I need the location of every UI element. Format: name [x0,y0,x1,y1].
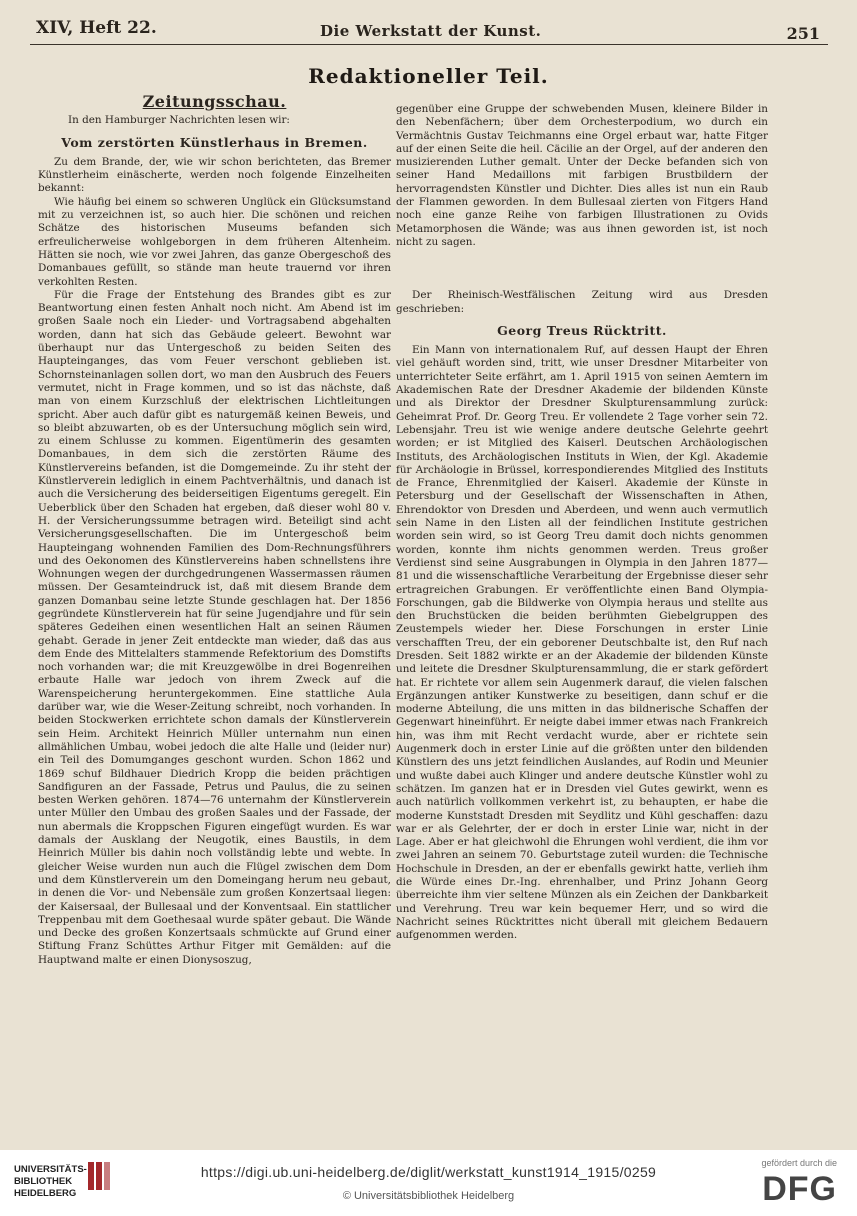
article-title: Vom zerstörten Künstlerhaus in Bremen. [61,134,368,150]
viewer-footer [0,1150,857,1216]
paragraph: Zu dem Brande, der, wie wir schon berichteten, das Bremer Künstlerheim einäscherte, werden noch folgende Einzelheiten bekannt: [38,155,391,195]
library-logo-text[interactable]: UNIVERSITÄTS- BIBLIOTHEK HEIDELBERG [14,1164,87,1199]
paragraph: Wie häufig bei einem so schweren Unglück ein Glücksumstand mit zu verzeichnen ist, so auch hier. Die schönen und reichen Schätze des historischen Museums befanden sich erfreulicherweise wohlgeborgen in dem früheren Altenheim. Hätten sie noch, wie vor zwei Jahren, das ganze Obergeschoß des Domanbaues gefüllt, so stände man heute trauernd vor ihren verkohlten Resten. [38,195,391,288]
running-header [30,14,828,45]
journal-title: Die Werkstatt der Kunst. [320,22,542,40]
paragraph: Ein Mann von internationalem Ruf, auf dessen Haupt der Ehren viel gehäuft worden sind, tritt, wie unser Dresdner Mitarbeiter von unterrichteter Seite erfährt, am 1. April 1915 von seinen Aemtern im Akademischen Rate der Dresdner Akademie der bildenden Künste und als Direktor der Dresdner Skulpturensammlung zurück: Geheimrat Prof. Dr. Georg Treu. Er vollendete 2 Tage vorher sein 72. Lebensjahr. Treu ist wie wenige andere deutsche Gelehrte geehrt worden; er ist Mitglied des Kaiserl. Deutschen Archäologischen Instituts, des Archäologischen Instituts in Wien, der Kgl. Akademie für Archäologie in Brüssel, korrespondierendes Mitglied des Instituts de France, Ehrenmitglied der Kaiserl. Akademie der Künste in Petersburg und der Gesellschaft der Wissenschaften in Athen, Ehrendoktor von Dresden und Aberdeen, und wenn auch vermutlich sein Name in den Listen all der feindlichen Institute gestrichen worden sein wird, so ist Georg Treu damit doch nichts genommen worden, konnte ihm nichts genommen werden. Treus großer Verdienst sind seine Ausgrabungen in Olympia in den Jahren 1877—81 und die wissenschaftliche Verarbeitung der Ergebnisse dieser sehr ertragreichen Grabungen. Er veröffentlichte einen Band Olympia-Forschungen, gab die Bildwerke von Olympia heraus und stellte aus den Bruchstücken die beiden berühmten Giebelgruppen des Zeustempels wieder her. Diese Forschungen in erster Linie verschafften Treu, der ein geborener Deutschbalte ist, den Ruf nach Dresden. Seit 1882 wirkte er an der Akademie der bildenden Künste und leitete die Dresdner Skulpturensammlung, die er stark gefördert hat. Er richtete vor allem sein Augenmerk darauf, die vielen falschen Ergänzungen antiker Kunstwerke zu beseitigen, dann schuf er die moderne Abteilung, die uns mitten in das bildnerische Schaffen der Gegenwart hineinführt. Er neigte dabei immer etwas nach Frankreich hin, was ihm mit Recht verdacht wurde, aber er richtete sein Augenmerk doch in erster Linie auf die größten unter den bildenden Künstlern des uns jetzt feindlichen Auslandes, auf Rodin und Meunier und wußte dabei auch Klinger und andere deutsche Künstler wohl zu schätzen. Im ganzen hat er in Dresden viel Gutes gewirkt, wenn es auch natürlich vollkommen verkehrt ist, zu behaupten, er habe die moderne Kunststadt Dresden mit Seydlitz und Kühl geschaffen: dazu war er als Gelehrter, der er doch in erster Linie war, nicht in der Lage. Aber er hat gleichwohl die Ehrungen wohl verdient, die ihm vor zwei Jahren an seinem 70. Geburtstage zuteil wurden: die Technische Hochschule in Dresden, an der er ebenfalls gewirkt hatte, verlieh ihm die Würde eines Dr.-Ing. ehrenhalber, und Prinz Johann Georg überreichte ihm vier seltene Münzen als ein Zeichen der Dankbarkeit und Verehrung. Treu war kein bequemer Herr, und so wird die Nachricht seines Rücktrittes nicht überall mit gleichem Bedauern aufgenommen werden. [396,344,768,942]
column-heading: Zeitungsschau. [142,92,287,111]
page-number: 251 [786,24,820,43]
article-title: Georg Treus Rücktritt. [497,322,667,338]
copyright-notice: © Universitätsbibliothek Heidelberg [342,1190,515,1202]
intro-line: In den Hamburger Nachrichten lesen wir: [68,114,290,127]
section-title: Redaktioneller Teil. [308,64,549,88]
left-column [38,92,391,967]
permalink-url[interactable]: https://digi.ub.uni-heidelberg.de/diglit/werkstatt_kunst1914_1915/0259 [200,1164,657,1180]
source-line: Der Rheinisch-Westfälischen Zeitung wird aus Dresden geschrieben: [396,289,768,315]
dfg-logo[interactable]: DFG [762,1170,837,1208]
right-column [396,103,768,943]
issue-number: XIV, Heft 22. [36,18,157,38]
funding-note: gefördert durch die [761,1158,837,1168]
continued-paragraph: gegenüber eine Gruppe der schwebenden Musen, kleinere Bilder in den Nebenfächern; über dem Orchesterpodium, wo durch ein Vermächtnis Gustav Teichmanns eine Orgel erbaut war, hatte Fitger auf der einen Seite die heil. Cäcilie an der Orgel, auf der anderen den musizierenden Luther gemalt. Unter der Decke befanden sich von seiner Hand Medaillons mit farbigen Brustbildern der hervorragendsten Künstler und Dichter. Dies alles ist nun ein Raub der Flammen geworden. In dem Bullesaal zierten von Fitgers Hand noch eine ganze Reihe von farbigen Illustrationen zu Ovids Metamorphosen die Wände; was aus ihnen geworden ist, ist noch nicht zu sagen. [396,103,768,248]
paragraph: Für die Frage der Entstehung des Brandes gibt es zur Beantwortung einen festen Anhalt noch nicht. Am Abend ist im großen Saale noch ein Lieder- und Vortragsabend abgehalten worden, dann hat sich das Gebäude geleert. Bewohnt war überhaupt nur das Untergeschoß zu beiden Seiten des Haupteinganges, das vom Feuer verschont geblieben ist. Schornsteinanlagen sollen dort, wo man den Ausbruch des Feuers vermutet, nicht in Frage kommen, und so ist das nächste, daß man von einem Kurzschluß der elektrischen Lichtleitungen spricht. Aber auch dafür gibt es naturgemäß keinen Beweis, und so bleibt abzuwarten, ob es der Untersuchung möglich sein wird, zu einem Schlusse zu kommen. Eigentümerin des gesamten Domanbaues, in dem sich die zerstörten Räume des Künstlervereins befanden, ist die Domgemeinde. Zu ihr steht der Künstlerverein lediglich in einem Pachtverhältnis, und danach ist auch die Versicherung des beiderseitigen Eigentums geregelt. Ein Ueberblick über den Schaden hat ergeben, daß dieser wohl 80 v. H. der Versicherungssumme betragen wird. Beteiligt sind acht Versicherungsgesellschaften. Die im Untergeschoß beim Haupteingang wohnenden Familien des Dom-Rechnungsführers und des Oekonomen des Künstlervereins haben schnellstens ihre Wohnungen wegen der durchgedrungenen Wassermassen räumen müssen. Der Gesamteindruck ist, daß mit diesem Brande dem ganzen Domanbau seine letzte Stunde geschlagen hat. Der 1856 gegründete Künstlerverein hat für seine Jugendjahre und für sein späteres Gedeihen einen wesentlichen Halt an seinen Räumen gehabt. Gerade in jener Zeit entdeckte man wieder, daß das aus dem Ende des Mittelalters stammende Refektorium des Domstifts noch vorhanden war; die mit Kreuzgewölbe in drei Bogenreihen erbaute Halle war jedoch von ihrem Zweck auf die Warenspeicherung heruntergekommen. Eine stattliche Aula darüber war, wie die Weser-Zeitung schreibt, noch vorhanden. In beiden Stockwerken errichtete schon damals der Künstlerverein sein Heim. Architekt Heinrich Müller unternahm nun einen allmählichen Umbau, wobei jedoch die alte Halle und (leider nur) ein Teil des Domumganges geschont wurden. Schon 1862 und 1869 schuf Bildhauer Diedrich Kropp die beiden prächtigen Sandfiguren an der Fassade, Petrus und Paulus, die zu seinen besten Werken gehören. 1874—76 unternahm der Künstlerverein unter Müller den Umbau des großen Saales und der Fassade, der nun abermals die Kroppschen Figuren eingefügt wurden. Es war damals der Ausklang der Neugotik, eines Baustils, in dem Heinrich Müller bis dahin noch vollständig lebte und webte. In gleicher Weise wurden nun auch die Flügel zwischen dem Dom und dem Künstlerverein um den Domeingang herum neu gebaut, in denen die Vor- und Nebensäle zum großen Konzertsaal liegen: der Kaisersaal, der Bullesaal und der Konventsaal. Ein stattlicher Treppenbau mit dem Goethesaal wurde später gebaut. Die Wände und Decke des großen Konzertsaals schmückte auf Grund einer Stiftung Franz Schüttes Arthur Fitger mit Gemälden: auf die Hauptwand malte er einen Dionysoszug, [38,288,391,966]
